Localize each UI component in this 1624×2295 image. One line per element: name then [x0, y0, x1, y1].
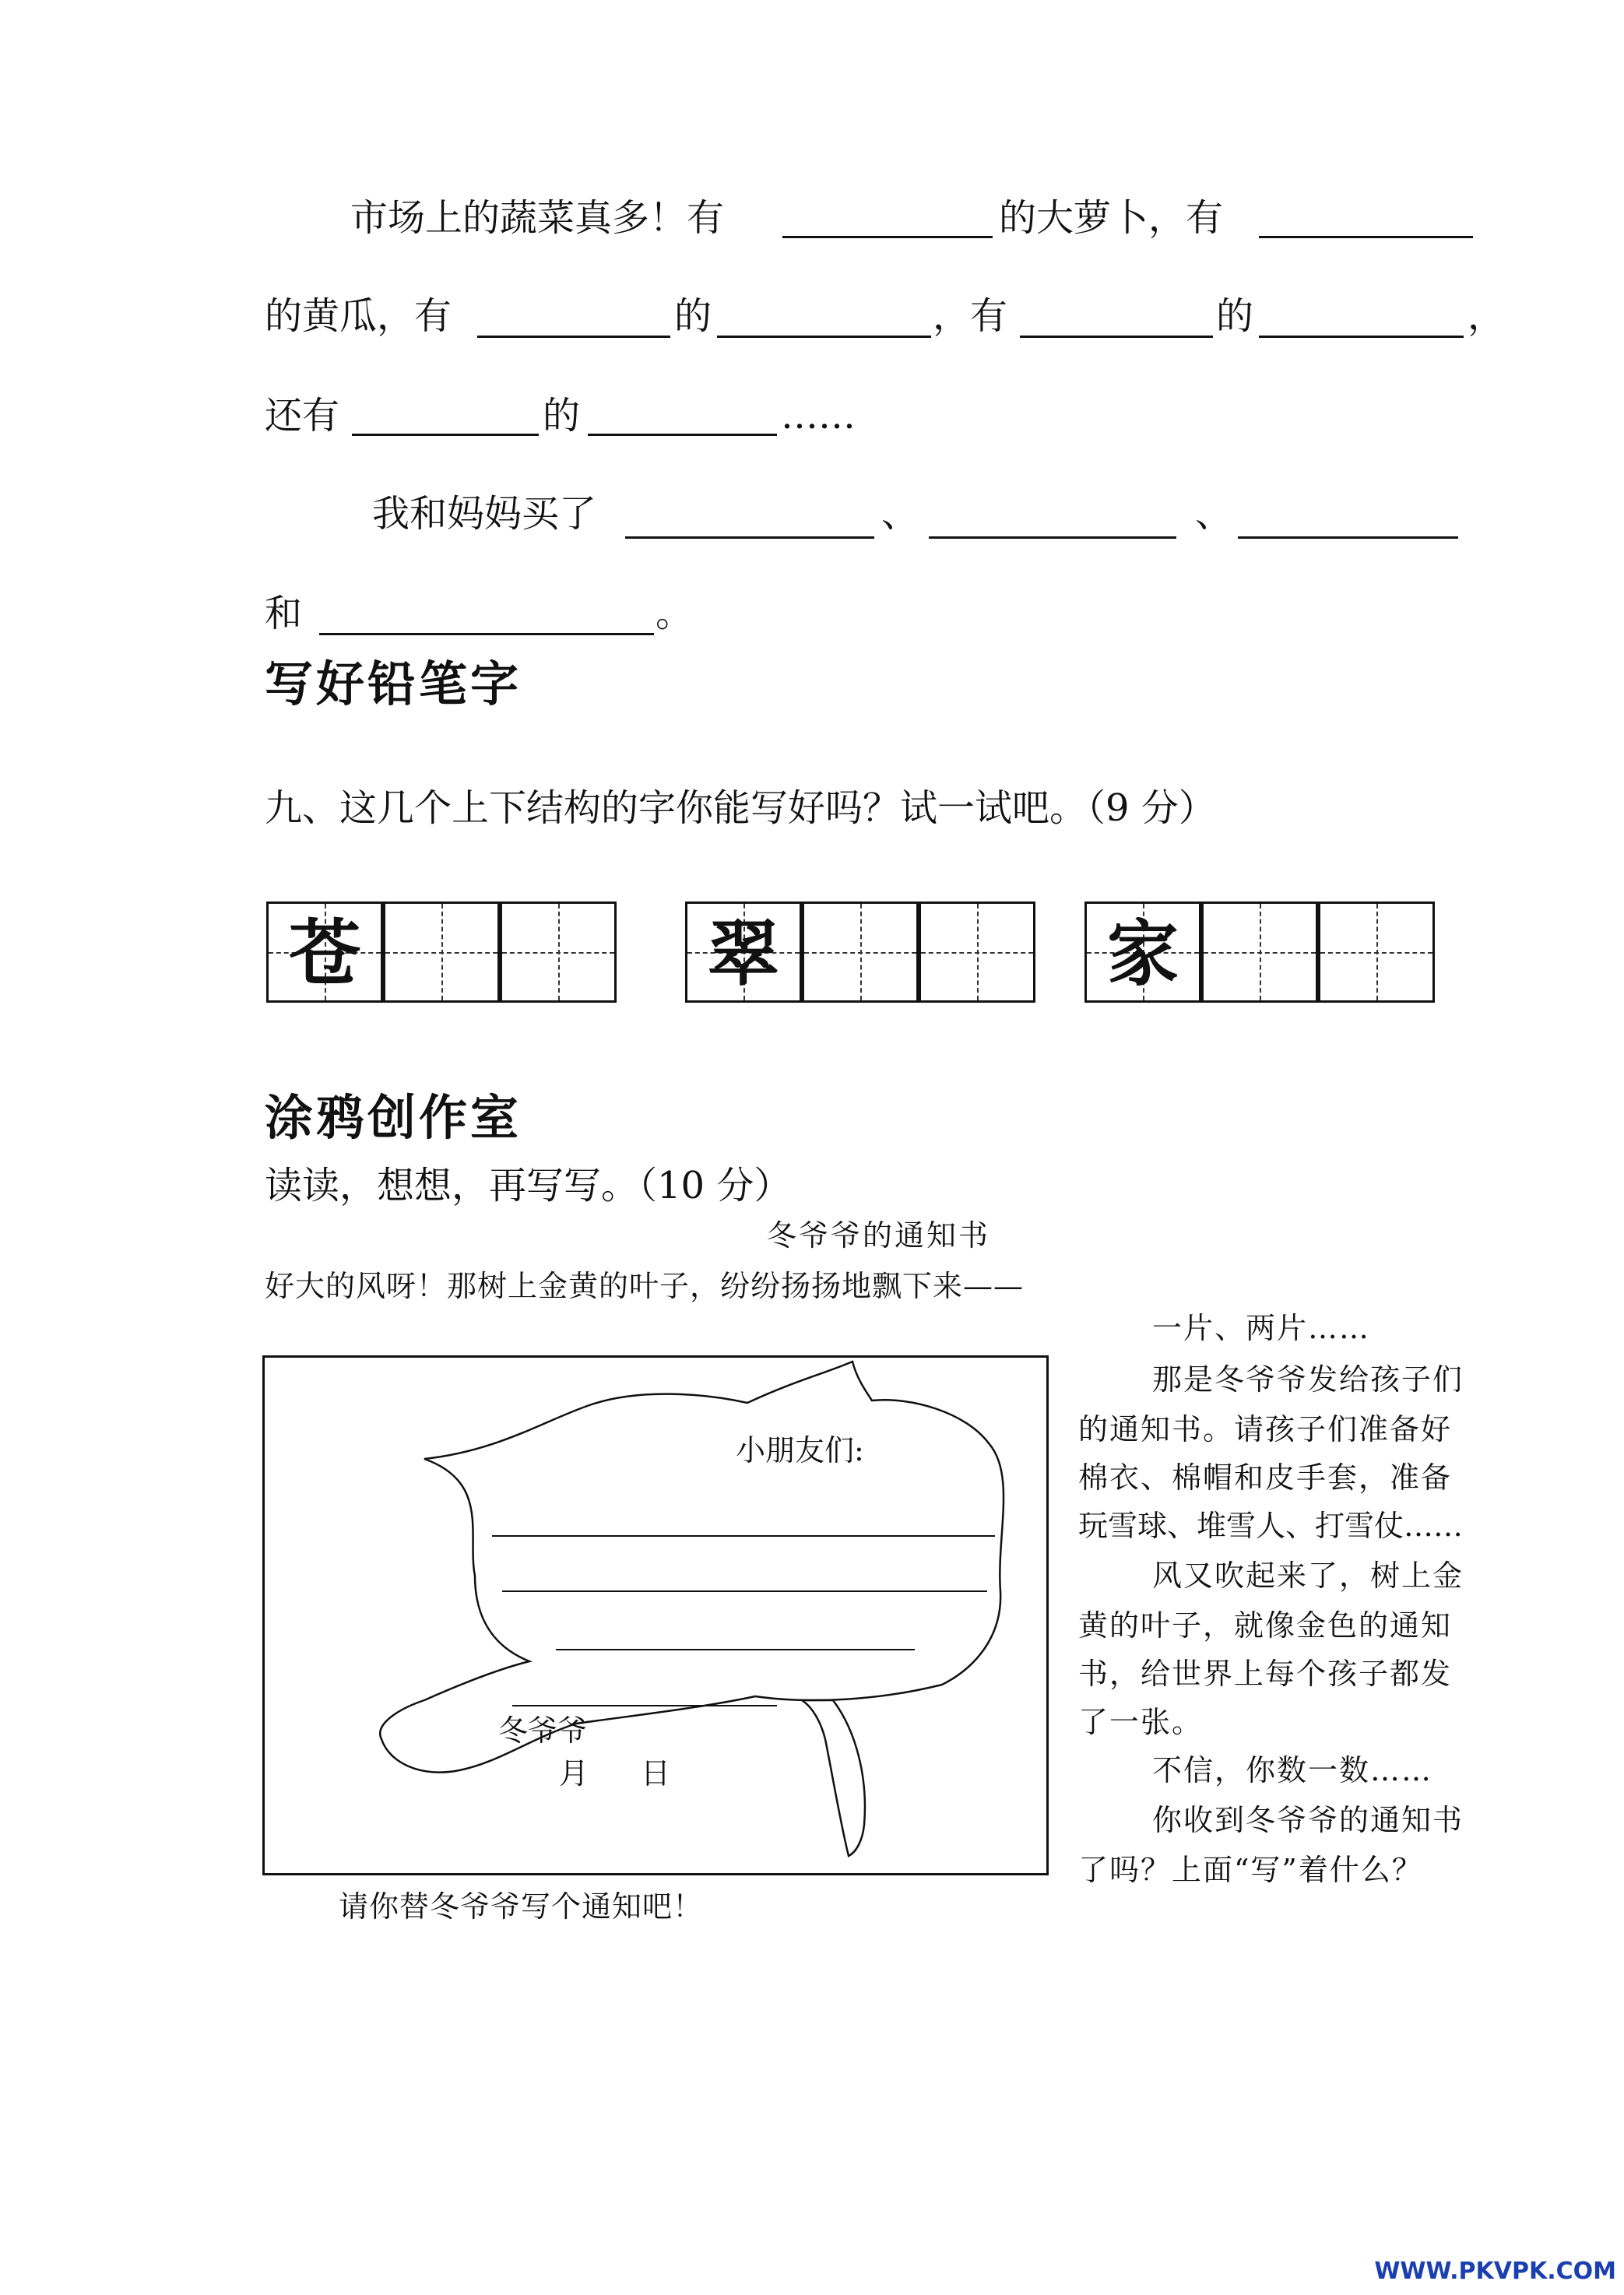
leaf-month: 月 — [559, 1756, 589, 1791]
model-character: 翠 — [707, 912, 779, 996]
paragraph-line2-text: 的 — [674, 294, 712, 338]
writing-cell[interactable] — [919, 901, 1035, 1003]
leaf-day: 日 — [641, 1756, 671, 1791]
paragraph-line2-text: 的黄瓜，有 — [265, 294, 452, 338]
story-line: 了一张。 — [1078, 1705, 1204, 1739]
paragraph-line2-text: 的 — [1216, 294, 1254, 338]
writing-cell[interactable] — [1201, 901, 1318, 1003]
paragraph-line3-text: …… — [781, 394, 856, 438]
leaf-drawing — [265, 1358, 1046, 1873]
blank-field[interactable] — [477, 336, 670, 338]
blank-field[interactable] — [352, 434, 539, 436]
writing-cell[interactable] — [383, 901, 500, 1003]
separator-text: 、 — [1195, 492, 1233, 536]
writing-cell[interactable] — [802, 901, 919, 1003]
model-character: 家 — [1106, 912, 1179, 996]
story-line: 棉衣、棉帽和皮手套，准备 — [1078, 1460, 1453, 1495]
story-line: 不信，你数一数…… — [1152, 1753, 1433, 1787]
leaf-notice-box — [262, 1355, 1049, 1875]
paragraph-line2-text: ， — [1468, 294, 1506, 338]
section-heading-pencil: 写好铅笔字 — [265, 655, 522, 712]
blank-field[interactable] — [717, 336, 931, 338]
story-line: 的通知书。请孩子们准备好 — [1078, 1412, 1453, 1446]
pencil-instruction: 九、这几个上下结构的字你能写好吗？试一试吧。（9 分） — [265, 786, 1216, 830]
story-line: 了吗？上面“写”着什么？ — [1078, 1853, 1423, 1887]
model-character: 苍 — [288, 912, 360, 996]
blank-field[interactable] — [1238, 536, 1458, 539]
paragraph-line3-text: 的 — [543, 394, 581, 438]
writing-prompt: 请你替冬爷爷写个通知吧！ — [339, 1889, 704, 1924]
blank-field[interactable] — [319, 633, 654, 635]
section-heading-doodle: 涂鸦创作室 — [265, 1089, 522, 1146]
story-line: 一片、两片…… — [1152, 1311, 1371, 1345]
story-line: 你收到冬爷爷的通知书 — [1152, 1803, 1464, 1837]
story-line: 玩雪球、堆雪人、打雪仗…… — [1078, 1509, 1464, 1543]
writing-cell[interactable] — [500, 901, 617, 1003]
leaf-stem — [802, 1700, 865, 1856]
footer-site-link[interactable]: WWW.PKVPK.COM — [1374, 2258, 1616, 2285]
paragraph-line2-text: ，有 — [933, 294, 1008, 338]
writing-cell[interactable] — [1318, 901, 1435, 1003]
leaf-greeting: 小朋友们: — [736, 1433, 864, 1467]
story-line: 书，给世界上每个孩子都发 — [1078, 1657, 1453, 1691]
blank-field[interactable] — [1020, 336, 1213, 338]
separator-text: 、 — [881, 492, 919, 536]
blank-field[interactable] — [1259, 336, 1464, 338]
story-title: 冬爷爷的通知书 — [767, 1218, 991, 1253]
blank-field[interactable] — [625, 536, 874, 539]
blank-field[interactable] — [1259, 236, 1473, 238]
paragraph-line3-text: 还有 — [265, 394, 340, 438]
blank-field[interactable] — [929, 536, 1176, 539]
story-line: 那是冬爷爷发给孩子们 — [1152, 1362, 1464, 1397]
character-model-box — [685, 901, 802, 1003]
paragraph-line5-text: 和 — [265, 592, 303, 635]
story-line: 风又吹起来了，树上金 — [1152, 1559, 1464, 1593]
paragraph-line1-text: 市场上的蔬菜真多！有 — [350, 196, 725, 240]
blank-field[interactable] — [782, 236, 993, 238]
doodle-instruction: 读读，想想，再写写。（10 分） — [265, 1164, 792, 1207]
paragraph-line4-text: 我和妈妈买了 — [372, 492, 597, 536]
story-intro-line: 好大的风呀！那树上金黄的叶子，纷纷扬扬地飘下来—— — [265, 1269, 1025, 1303]
paragraph-line1-text: 的大萝卜，有 — [999, 196, 1224, 240]
character-model-box — [1084, 901, 1201, 1003]
story-line: 黄的叶子，就像金色的通知 — [1078, 1608, 1453, 1643]
character-model-box — [266, 901, 383, 1003]
blank-field[interactable] — [588, 434, 777, 436]
paragraph-line5-text: 。 — [656, 592, 694, 635]
leaf-signature: 冬爷爷 — [498, 1713, 588, 1748]
leaf-outline — [380, 1362, 1004, 1773]
